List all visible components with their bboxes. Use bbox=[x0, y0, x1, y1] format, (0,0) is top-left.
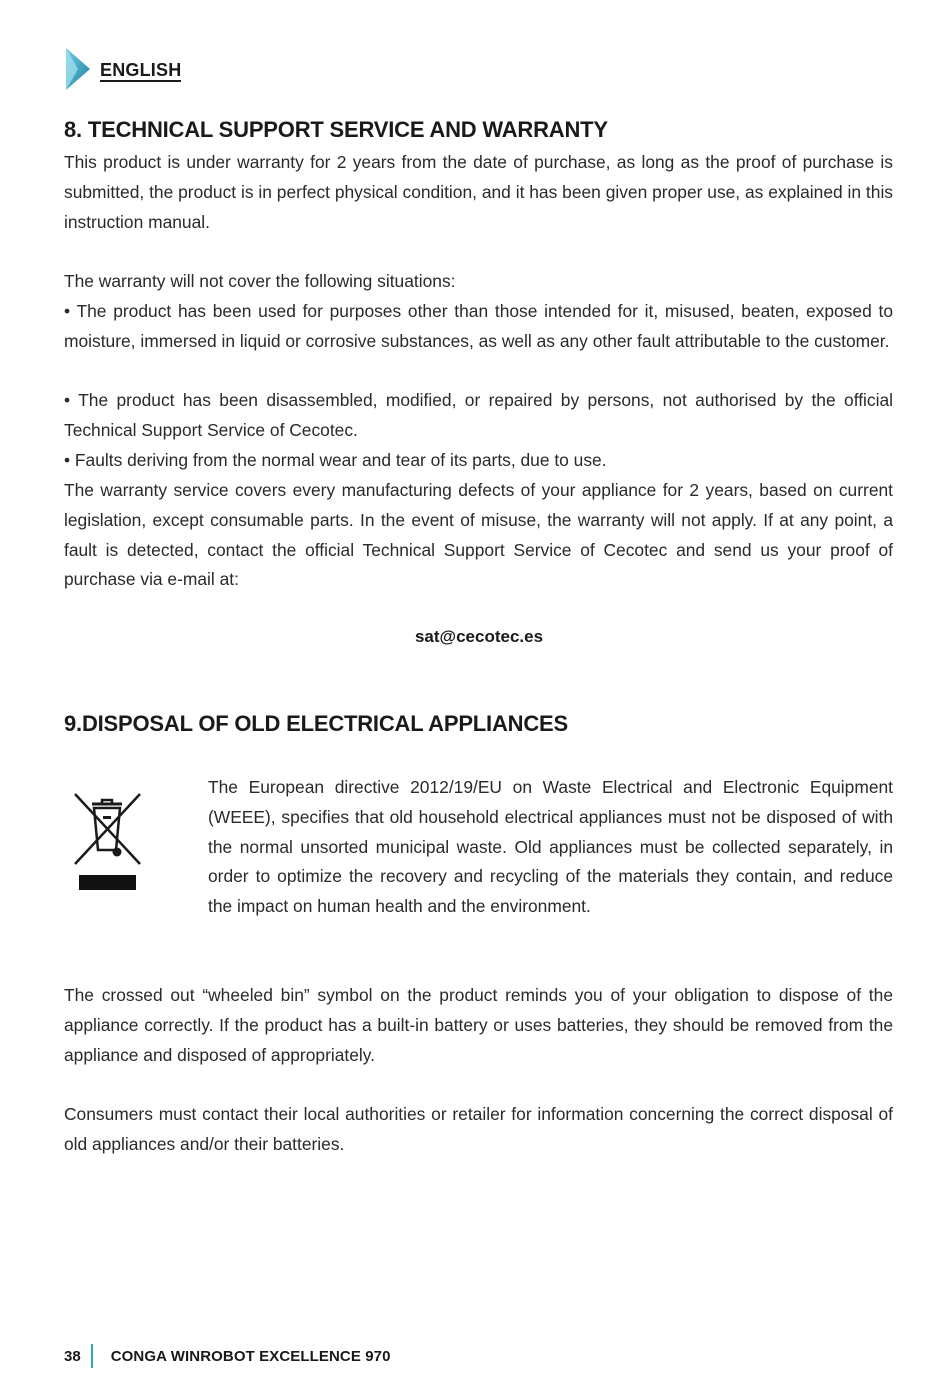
page-footer bbox=[64, 1344, 391, 1368]
language-label: ENGLISH bbox=[100, 60, 182, 80]
exclusion-item-1: • The product has been used for purposes other than those intended for it, misused, beaten, exposed to moisture, immersed in liquid or corrosive substances, as well as any other fault attributable to the customer. bbox=[64, 301, 893, 351]
support-email[interactable]: sat@cecotec.es bbox=[414, 627, 544, 646]
wheeled-bin-symbol-text: The crossed out “wheeled bin” symbol on the product reminds you of your obligation to dispose of the appliance correctly. If the product has a built-in battery or uses batteries, they should be removed from the appliance and disposed of appropriately. bbox=[64, 985, 893, 1065]
section-9-title: 9.DISPOSAL OF OLD ELECTRICAL APPLIANCES bbox=[64, 711, 568, 736]
warranty-intro: This product is under warranty for 2 years from the date of purchase, as long as the proof of purchase is submitted, the product is in perfect physical condition, and it has been given proper use, as explained in this instruction manual. bbox=[64, 152, 893, 232]
exclusions-heading: The warranty will not cover the following situations: bbox=[64, 271, 456, 291]
language-marker bbox=[64, 46, 94, 92]
weee-directive-text: The European directive 2012/19/EU on Waste Electrical and Electronic Equipment (WEEE), specifies that old household electrical appliances must not be disposed of with the normal unsorted municipal waste. Old appliances must be collected separately, in order to optimize the recovery and recycling of the materials they contain, and reduce the impact on human health and the environment. bbox=[208, 777, 893, 917]
product-name: CONGA WINROBOT EXCELLENCE 970 bbox=[110, 1347, 391, 1365]
chevron-marker-icon bbox=[64, 46, 94, 92]
section-8-title: 8. TECHNICAL SUPPORT SERVICE AND WARRANTY bbox=[64, 117, 608, 142]
exclusion-item-3: • Faults deriving from the normal wear and tear of its parts, due to use. bbox=[64, 450, 607, 470]
crossed-out-wheeled-bin-icon bbox=[70, 790, 144, 899]
warranty-coverage: The warranty service covers every manufacturing defects of your appliance for 2 years, based on current legislation, except consumable parts. In the event of misuse, the warranty will not apply. If at any point, a fault is detected, contact the official Technical Support Service of Cecotec and send us your proof of purchase via e-mail at: bbox=[64, 480, 893, 590]
exclusion-item-2: • The product has been disassembled, modified, or repaired by persons, not authorised by the official Technical Support Service of Cecotec. bbox=[64, 390, 893, 440]
footer-divider bbox=[91, 1344, 93, 1368]
page-number: 38 bbox=[64, 1347, 81, 1365]
consumers-disposal-text: Consumers must contact their local authorities or retailer for information concerning the correct disposal of old appliances and/or their batteries. bbox=[64, 1104, 893, 1154]
